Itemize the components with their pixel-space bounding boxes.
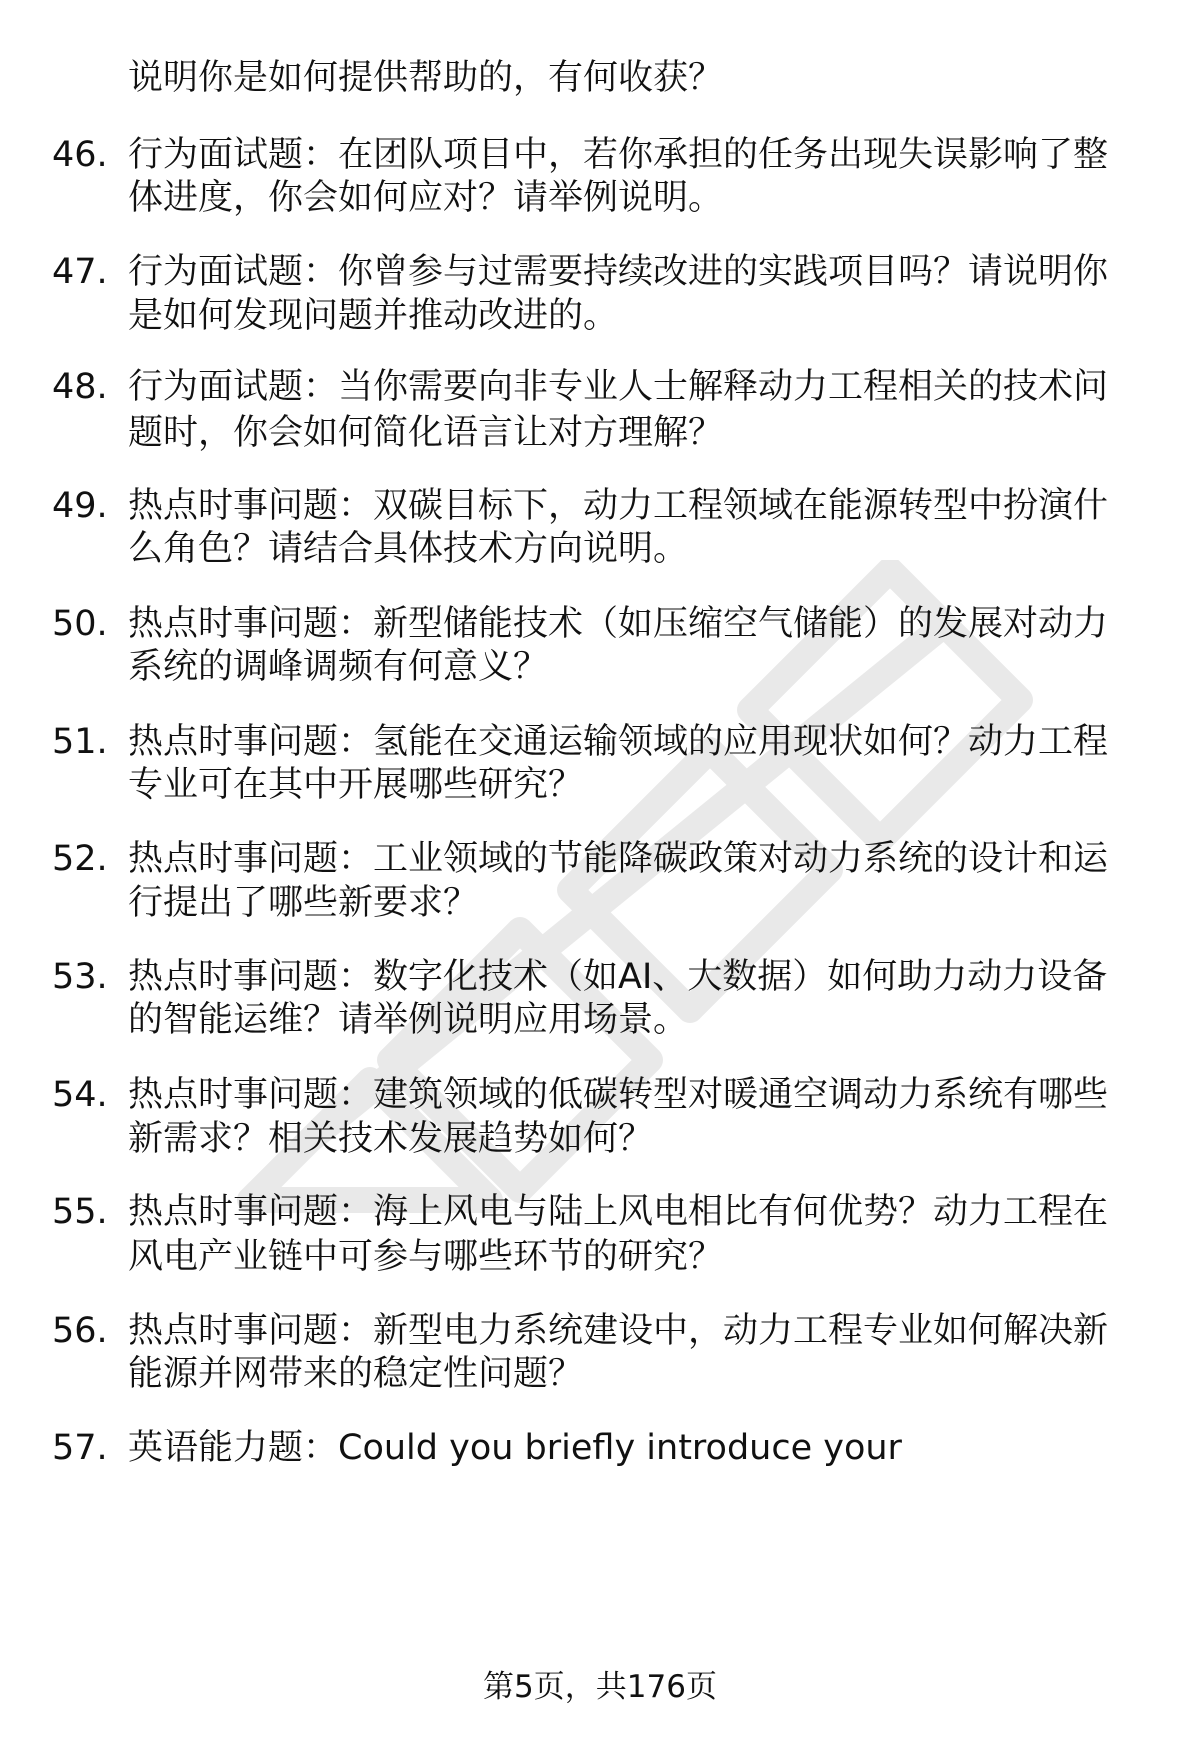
question-number: 46. xyxy=(52,135,108,175)
question-number: 47. xyxy=(52,252,108,292)
page-footer: 第5页，共176页 xyxy=(483,1669,717,1705)
question-number: 51. xyxy=(52,722,108,762)
question-text-line: 热点时事问题：新型储能技术（如压缩空气储能）的发展对动力 xyxy=(128,604,1109,644)
question-text-line: 热点时事问题：数字化技术（如AI、大数据）如何助力动力设备 xyxy=(128,957,1108,997)
question-text-line: 行为面试题：你曾参与过需要持续改进的实践项目吗？请说明你 xyxy=(128,252,1109,292)
question-text-line: 热点时事问题：工业领域的节能降碳政策对动力系统的设计和运 xyxy=(128,839,1109,879)
question-text-line: 是如何发现问题并推动改进的。 xyxy=(128,296,619,336)
question-text-line: 热点时事问题：氢能在交通运输领域的应用现状如何？动力工程 xyxy=(128,722,1109,762)
question-number: 50. xyxy=(52,604,108,644)
question-number: 56. xyxy=(52,1311,108,1351)
continued-line xyxy=(0,48,1200,108)
question-text-line: 热点时事问题：建筑领域的低碳转型对暖通空调动力系统有哪些 xyxy=(128,1075,1109,1115)
question-number: 53. xyxy=(52,957,108,997)
question-text-line: 英语能力题：Could you briefly introduce your xyxy=(128,1428,902,1468)
question-text-line: 热点时事问题：双碳目标下，动力工程领域在能源转型中扮演什 xyxy=(128,486,1109,526)
question-number: 52. xyxy=(52,839,108,879)
question-text-line: 行提出了哪些新要求？ xyxy=(128,883,479,923)
question-number: 57. xyxy=(52,1428,108,1468)
question-text-line: 的智能运维？请举例说明应用场景。 xyxy=(128,1000,689,1040)
question-text-line: 行为面试题：在团队项目中，若你承担的任务出现失误影响了整 xyxy=(128,135,1109,175)
question-text-line: 么角色？请结合具体技术方向说明。 xyxy=(128,529,689,569)
question-text-line: 风电产业链中可参与哪些环节的研究？ xyxy=(128,1237,724,1277)
question-text-line: 热点时事问题：海上风电与陆上风电相比有何优势？动力工程在 xyxy=(128,1192,1109,1232)
continued-text: 说明你是如何提供帮助的，有何收获？ xyxy=(128,58,724,98)
question-number: 55. xyxy=(52,1192,108,1232)
question-text-line: 专业可在其中开展哪些研究？ xyxy=(128,765,584,805)
question-text-line: 能源并网带来的稳定性问题？ xyxy=(128,1354,584,1394)
question-text-line: 系统的调峰调频有何意义？ xyxy=(128,647,549,687)
question-text-line: 题时，你会如何简化语言让对方理解？ xyxy=(128,413,724,453)
question-text-line: 新需求？相关技术发展趋势如何？ xyxy=(128,1119,654,1159)
question-number: 48. xyxy=(52,367,108,407)
question-text-line: 体进度，你会如何应对？请举例说明。 xyxy=(128,178,724,218)
question-number: 54. xyxy=(52,1075,108,1115)
question-text-line: 热点时事问题：新型电力系统建设中，动力工程专业如何解决新 xyxy=(128,1311,1109,1351)
question-number: 49. xyxy=(52,486,108,526)
question-text-line: 行为面试题：当你需要向非专业人士解释动力工程相关的技术问 xyxy=(128,367,1109,407)
